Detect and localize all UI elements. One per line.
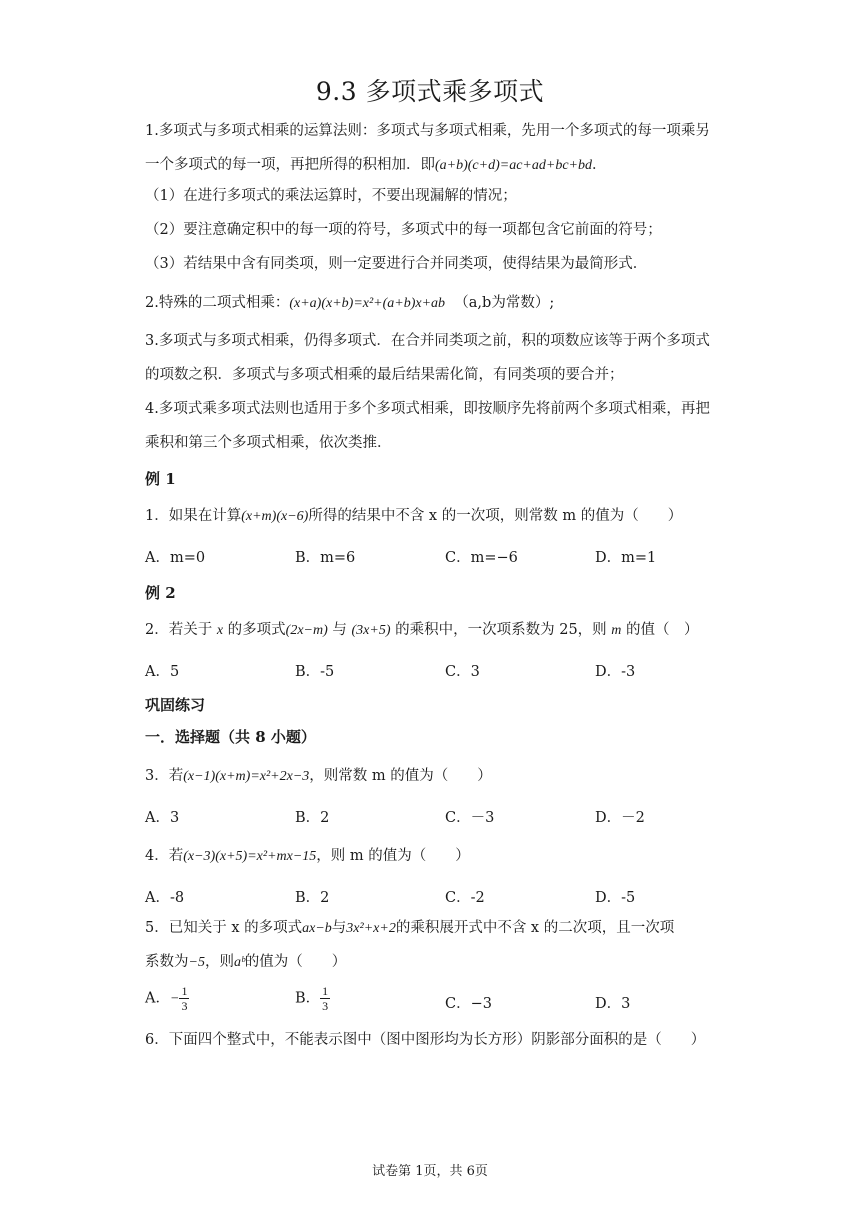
question-3-option-b: B．2 [295,810,330,826]
example-1-option-c: C．m=−6 [445,550,518,566]
question-3-option-a: A．3 [145,810,180,826]
rule-2 [145,293,554,314]
question-5-expr-1: ax−b [302,921,332,936]
question-5-option-d: D．3 [595,996,631,1012]
question-4-suffix: ，则 m 的值为（ ） [316,848,470,864]
rule-4: 4.多项式乘多项式法则也适用于多个多项式相乘，即按顺序先将前两个多项式相乘，再把乘积和第三个多项式相乘，依次类推． [145,401,710,451]
example-2-expr1: (2x−m) [285,623,328,638]
note-1: （1）在进行多项式的乘法运算时，不要出现漏解的情况； [145,188,517,204]
question-3-suffix: ，则常数 m 的值为（ ） [309,768,492,784]
question-4-option-b: B．2 [295,890,330,906]
question-6: 6．下面四个整式中，不能表示图中（图中图形均为长方形）阴影部分面积的是（ ） [145,1032,706,1048]
example-2-expr2: (3x+5) [351,623,391,638]
question-5-line-2 [145,952,346,973]
example-1-question [145,506,682,527]
example-2-question [145,620,699,641]
rule-1 [145,114,720,183]
question-5-line-2-mid: ，则 [204,954,234,970]
example-2-mid1: 的多项式 [227,622,286,638]
rule-2-formula: (x+a)(x+b)=x²+(a+b)x+ab [289,296,446,311]
example-2-option-d: D．-3 [595,664,636,680]
example-1-suffix: 所得的结果中不含 x 的一次项，则常数 m 的值为（ ） [308,508,683,524]
example-1-prefix: 1．如果在计算 [145,508,242,524]
example-1-expr: (x+m)(x−6) [241,509,309,524]
question-5-option-a-fraction [179,984,189,1013]
example-2-suffix: 的乘积中，一次项系数为 25，则 [395,622,607,638]
rule-1-formula: (a+b)(c+d)=ac+ad+bc+bd [435,158,592,173]
example-1-option-b: B．m=6 [295,550,356,566]
example-2-heading: 例 2 [145,584,176,602]
question-5-option-a [145,984,189,1013]
question-5-line-1 [145,918,674,939]
question-4-prefix: 4．若 [145,848,184,864]
rule-1-text: 1.多项式与多项式相乘的运算法则：多项式与多项式相乘，先用一个多项式的每一项乘另一个多项式的每一项，再把所得的积相加．即 [145,123,710,173]
question-5-option-b-label: B． [295,990,321,1007]
example-1-option-d: D．m=1 [595,550,657,566]
question-4 [145,846,470,867]
question-5-line-2-prefix: 系数为 [145,954,189,970]
question-5-mid: 与 [331,920,347,936]
question-5-prefix: 5．已知关于 x 的多项式 [145,920,303,936]
page-footer: 试卷第 1页，共 6页 [372,1164,488,1179]
note-3: （3）若结果中含有同类项，则一定要进行合并同类项，使得结果为最简形式． [145,256,648,272]
question-5-option-c: C．−3 [445,996,492,1012]
example-2-end: 的值（ ） [626,622,699,638]
fraction-numerator: 1 [181,984,188,998]
example-2-option-c: C．3 [445,664,480,680]
fraction-numerator: 1 [322,984,329,998]
example-2-mid2: 与 [332,622,347,638]
note-2: （2）要注意确定积中的每一项的符号，多项式中的每一项都包含它前面的符号； [145,222,662,238]
question-4-option-a: A．-8 [145,890,185,906]
practice-heading: 巩固练习 [145,696,206,714]
example-2-prefix: 2．若关于 [145,622,213,638]
question-4-expr: (x−3)(x+5)=x²+mx−15 [183,849,317,864]
rule-2-prefix: 2.特殊的二项式相乘： [145,295,290,311]
question-4-option-c: C．-2 [445,890,485,906]
question-5-power: aᵇ [233,955,245,970]
question-3-prefix: 3．若 [145,768,184,784]
fraction-denominator: 3 [181,999,188,1013]
question-5-expr-2: 3x²+x+2 [346,921,396,936]
rule-2-suffix: （a,b为常数）; [454,295,555,311]
question-3-expr: (x−1)(x+m)=x²+2x−3 [183,769,310,784]
question-5-option-b-fraction [320,984,330,1013]
question-5-option-b [295,984,330,1013]
question-3-option-d: D．－2 [595,810,645,826]
example-1-heading: 例 1 [145,470,176,488]
question-3 [145,766,492,787]
rule-1-end: ． [591,157,607,173]
question-5-option-a-label: A． [145,990,170,1007]
question-5-value: −5 [188,955,205,970]
rule-3: 3.多项式与多项式相乘，仍得多项式．在合并同类项之前，积的项数应该等于两个多项式的项数之积．多项式与多项式相乘的最后结果需化简，有同类项的要合并； [145,333,710,383]
example-1-option-a: A．m=0 [145,550,206,566]
question-4-option-d: D．-5 [595,890,636,906]
question-5-suffix: 的乘积展开式中不含 x 的二次项，且一次项 [395,920,675,936]
example-2-option-a: A．5 [145,664,180,680]
question-5-line-2-suffix: 的值为（ ） [244,954,347,970]
example-2-option-b: B．-5 [295,664,335,680]
question-3-option-c: C．－3 [445,810,495,826]
section-heading: 一．选择题（共 8 小题） [145,728,316,746]
page-title: 9.3 多项式乘多项式 [315,77,545,106]
fraction-denominator: 3 [322,999,329,1013]
example-2-x: x [216,623,224,638]
question-5-option-a-sign: − [169,991,180,1007]
example-2-m: m [611,623,622,638]
